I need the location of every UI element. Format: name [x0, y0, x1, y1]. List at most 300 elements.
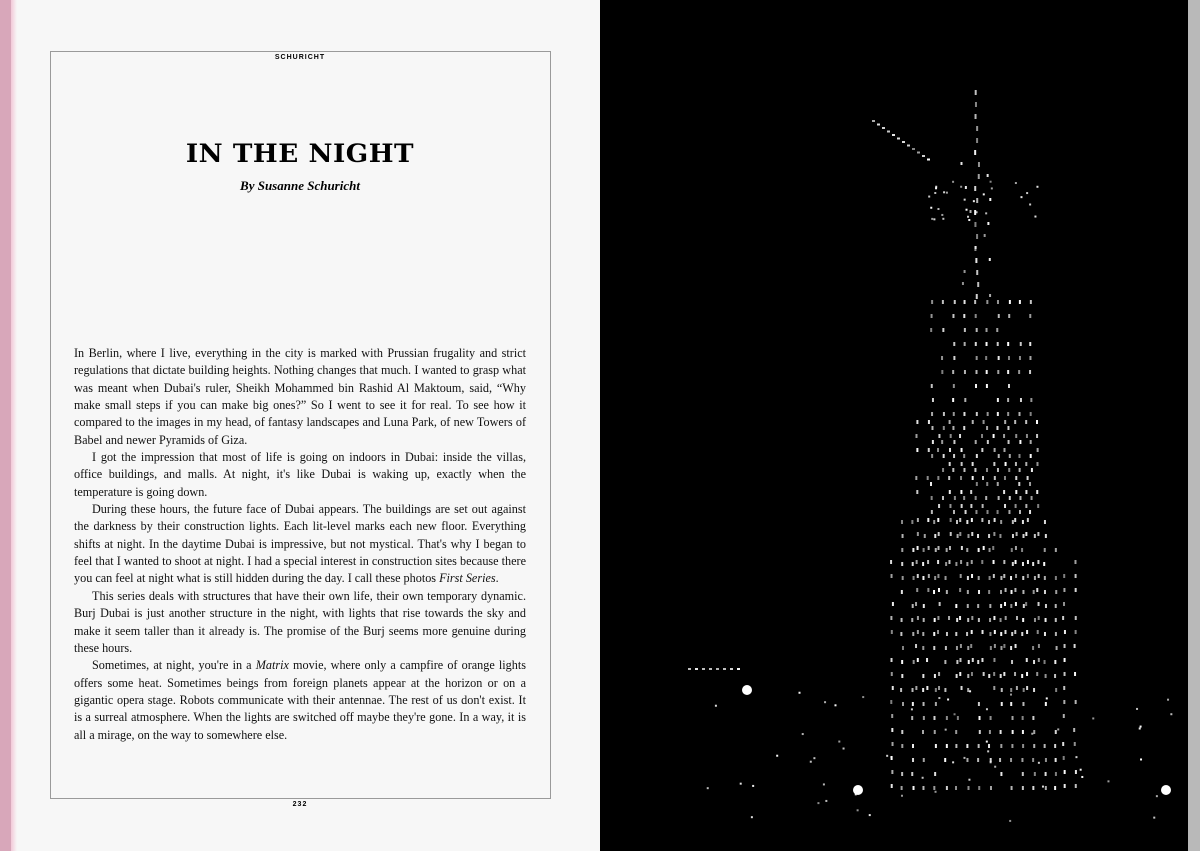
light-dot: [960, 490, 962, 494]
light-dot: [959, 518, 961, 522]
light-dot: [1045, 772, 1047, 776]
light-dot: [971, 672, 973, 676]
light-dot: [966, 548, 968, 552]
light-dot: [1015, 434, 1017, 438]
glare-light: [742, 685, 752, 695]
light-dot: [955, 632, 957, 636]
light-dot: [702, 668, 705, 670]
light-dot: [1045, 604, 1047, 608]
light-dot: [946, 744, 948, 748]
light-dot: [1033, 590, 1035, 594]
light-dot: [931, 314, 933, 318]
light-dot: [942, 218, 944, 220]
page-number: [0, 793, 600, 811]
light-dot: [943, 426, 945, 430]
light-dot: [941, 214, 943, 216]
light-dot: [931, 454, 933, 458]
light-dot: [954, 300, 956, 304]
light-dot: [935, 187, 937, 189]
light-dot: [1034, 772, 1036, 776]
light-dot: [987, 440, 989, 444]
light-dot: [974, 150, 976, 155]
light-dot: [945, 562, 947, 566]
light-dot: [950, 518, 952, 522]
light-dot: [967, 674, 969, 678]
light-dot: [1009, 820, 1011, 822]
light-dot: [988, 534, 990, 538]
light-dot: [1075, 770, 1077, 774]
light-dot: [907, 145, 910, 147]
light-dot: [1010, 702, 1012, 706]
light-dot: [986, 370, 988, 374]
light-dot: [1075, 630, 1077, 634]
light-dot: [1026, 630, 1028, 634]
light-dot: [931, 300, 933, 304]
light-dot: [927, 476, 929, 480]
light-dot: [963, 426, 965, 430]
page-edge-pink: [0, 0, 11, 851]
light-dot: [1000, 730, 1002, 734]
light-dot: [931, 412, 933, 416]
light-dot: [922, 155, 925, 157]
light-dot: [1000, 618, 1002, 622]
light-dot: [963, 314, 965, 318]
light-dot: [970, 504, 972, 508]
light-dot: [955, 744, 957, 748]
light-dot: [938, 532, 940, 536]
light-dot: [959, 434, 961, 438]
light-dot: [975, 114, 977, 119]
light-dot: [922, 562, 924, 566]
light-dot: [1036, 490, 1038, 494]
light-dot: [978, 786, 980, 790]
light-dot: [993, 462, 995, 466]
light-dot: [1029, 314, 1031, 318]
light-dot: [887, 131, 890, 133]
light-dot: [991, 187, 993, 189]
light-dot: [1027, 560, 1029, 564]
light-dot: [802, 733, 804, 735]
light-dot: [1009, 454, 1011, 458]
light-dot: [928, 196, 930, 198]
light-dot: [941, 370, 943, 374]
light-dot: [938, 672, 940, 676]
light-dot: [891, 672, 893, 676]
light-dot: [927, 560, 929, 564]
light-dot: [1011, 786, 1013, 790]
light-dot: [891, 770, 893, 774]
light-dot: [891, 630, 893, 634]
light-dot: [971, 532, 973, 536]
light-dot: [1008, 384, 1010, 388]
light-dot: [975, 440, 977, 444]
light-dot: [1167, 699, 1169, 701]
light-dot: [1025, 532, 1027, 536]
light-dot: [1010, 646, 1012, 650]
light-dot: [843, 748, 845, 750]
light-dot: [953, 342, 955, 346]
light-dot: [730, 668, 733, 670]
light-dot: [1044, 590, 1046, 594]
light-dot: [966, 520, 968, 524]
light-dot: [1005, 462, 1007, 466]
light-dot: [997, 468, 999, 472]
light-dot: [977, 534, 979, 538]
light-dot: [960, 644, 962, 648]
light-dot: [955, 786, 957, 790]
light-dot: [911, 708, 913, 710]
light-dot: [964, 199, 966, 201]
light-dot: [1055, 688, 1057, 692]
light-dot: [1038, 616, 1040, 620]
light-dot: [1023, 688, 1025, 692]
light-dot: [967, 604, 969, 608]
light-dot: [982, 476, 984, 480]
light-dot: [1000, 632, 1002, 636]
light-dot: [1038, 574, 1040, 578]
light-dot: [1027, 476, 1029, 480]
light-dot: [1045, 534, 1047, 538]
light-dot: [973, 200, 975, 202]
glare-light: [853, 785, 863, 795]
light-dot: [976, 270, 978, 275]
light-dot: [1075, 616, 1077, 620]
light-dot: [1064, 784, 1066, 788]
light-dot: [1055, 618, 1057, 622]
light-dot: [978, 548, 980, 552]
light-dot: [963, 468, 965, 472]
light-dot: [1010, 688, 1012, 692]
light-dot: [1015, 560, 1017, 564]
light-dot: [901, 795, 903, 797]
light-dot: [966, 209, 968, 211]
light-dot: [688, 668, 691, 670]
light-dot: [1011, 548, 1013, 552]
light-dot: [922, 786, 924, 790]
light-dot: [1064, 630, 1066, 634]
light-dot: [926, 686, 928, 690]
light-dot: [944, 688, 946, 692]
light-dot: [942, 496, 944, 500]
light-dot: [1022, 520, 1024, 524]
light-dot: [961, 462, 963, 466]
light-dot: [1036, 186, 1038, 188]
light-dot: [976, 211, 978, 213]
light-dot: [1030, 440, 1032, 444]
light-dot: [989, 258, 991, 261]
light-dot: [916, 448, 918, 452]
light-dot: [1007, 342, 1009, 346]
running-head: [0, 46, 600, 64]
light-dot: [1034, 534, 1036, 538]
light-dot: [959, 658, 961, 662]
light-dot: [1005, 616, 1007, 620]
light-dot: [992, 546, 994, 550]
light-dot: [901, 730, 903, 734]
light-dot: [961, 546, 963, 550]
light-dot: [964, 328, 966, 332]
light-dot: [1022, 730, 1024, 734]
light-dot: [993, 434, 995, 438]
light-dot: [950, 532, 952, 536]
light-dot: [961, 448, 963, 452]
light-dot: [1022, 618, 1024, 622]
light-dot: [1046, 697, 1048, 699]
light-dot: [978, 702, 980, 706]
light-dot: [825, 800, 827, 802]
light-dot: [945, 729, 947, 731]
light-dot: [913, 660, 915, 664]
light-dot: [1055, 772, 1057, 776]
light-dot: [967, 590, 969, 594]
light-dot: [994, 766, 996, 768]
light-dot: [1107, 780, 1109, 782]
light-dot: [1032, 716, 1034, 720]
light-dot: [1000, 646, 1002, 650]
light-dot: [1011, 590, 1013, 594]
light-dot: [957, 534, 959, 538]
light-dot: [986, 741, 988, 743]
light-dot: [1029, 510, 1031, 514]
paragraph: Sometimes, at night, you're in a Matrix movie, where only a campfire of orange lights offers some heat. Sometimes beings from foreign planets appear at the horizon or on a gigantic opera stage. Robots communicate with their antennae. The rest of us don't exist. It is a surreal atmosphere. When the lights are switched off maybe they're gone. In a way, it is all a mirage, on the way to somewhere else.: [74, 658, 526, 742]
light-dot: [917, 616, 919, 620]
light-dot: [975, 102, 977, 107]
light-dot: [1000, 576, 1002, 580]
light-dot: [928, 420, 930, 424]
light-dot: [872, 120, 875, 122]
light-dot: [1018, 370, 1020, 374]
light-dot: [1025, 420, 1027, 424]
light-dot: [976, 198, 978, 203]
light-dot: [959, 588, 961, 592]
light-dot: [994, 644, 996, 648]
light-dot: [1010, 694, 1012, 696]
light-dot: [938, 546, 940, 550]
light-dot: [912, 632, 914, 636]
light-dot: [890, 616, 892, 620]
light-dot: [963, 496, 965, 500]
light-dot: [934, 674, 936, 678]
light-dot: [917, 532, 919, 536]
light-dot: [1026, 658, 1028, 662]
light-dot: [997, 482, 999, 486]
light-dot: [923, 604, 925, 608]
light-dot: [1025, 490, 1027, 494]
light-dot: [922, 777, 924, 779]
light-dot: [1074, 560, 1076, 564]
light-dot: [923, 758, 925, 762]
light-dot: [971, 574, 973, 578]
light-dot: [945, 646, 947, 650]
light-dot: [1063, 588, 1065, 592]
light-dot: [952, 761, 954, 763]
light-dot: [1034, 576, 1036, 580]
light-dot: [986, 300, 988, 304]
light-dot: [985, 356, 987, 360]
light-dot: [978, 174, 980, 179]
light-dot: [989, 576, 991, 580]
light-dot: [892, 602, 894, 606]
light-dot: [986, 342, 988, 346]
light-dot: [983, 546, 985, 550]
light-dot: [916, 560, 918, 564]
light-dot: [975, 314, 977, 318]
light-dot: [1022, 786, 1024, 790]
light-dot: [967, 688, 969, 692]
light-dot: [1033, 688, 1035, 692]
light-dot: [1004, 602, 1006, 606]
light-dot: [1075, 756, 1077, 758]
light-dot: [923, 618, 925, 622]
light-dot: [1074, 742, 1076, 746]
light-dot: [930, 207, 932, 209]
light-dot: [1015, 490, 1017, 494]
light-dot: [926, 658, 928, 662]
light-dot: [975, 246, 977, 249]
light-dot: [1022, 744, 1024, 748]
light-dot: [974, 468, 976, 472]
light-dot: [932, 398, 934, 402]
light-dot: [917, 546, 919, 550]
light-dot: [935, 702, 937, 706]
light-dot: [915, 476, 917, 480]
light-dot: [1140, 758, 1142, 760]
light-dot: [971, 630, 973, 634]
light-dot: [1038, 644, 1040, 648]
light-dot: [972, 658, 974, 662]
light-dot: [1064, 644, 1066, 648]
light-dot: [983, 420, 985, 424]
light-dot: [882, 127, 885, 129]
light-dot: [997, 412, 999, 416]
light-dot: [935, 688, 937, 692]
light-dot: [1010, 758, 1012, 762]
light-dot: [975, 90, 977, 95]
light-dot: [912, 548, 914, 552]
light-dot: [975, 384, 977, 388]
light-dot: [915, 644, 917, 648]
light-dot: [946, 716, 948, 720]
light-dot: [891, 784, 893, 788]
light-dot: [984, 234, 986, 237]
light-dot: [961, 504, 963, 508]
light-dot: [953, 440, 955, 444]
light-dot: [937, 476, 939, 480]
light-dot: [938, 686, 940, 690]
light-dot: [967, 576, 969, 580]
light-dot: [1073, 728, 1075, 732]
light-dot: [930, 328, 932, 332]
light-dot: [981, 518, 983, 522]
light-dot: [1003, 560, 1005, 564]
light-dot: [1045, 758, 1047, 762]
light-dot: [988, 590, 990, 594]
light-dot: [1044, 576, 1046, 580]
light-dot: [972, 476, 974, 480]
light-dot: [949, 546, 951, 550]
light-dot: [1038, 602, 1040, 606]
light-dot: [1000, 520, 1002, 524]
light-dot: [998, 496, 1000, 500]
light-dot: [1004, 630, 1006, 634]
light-dot: [985, 212, 987, 214]
light-dot: [1055, 576, 1057, 580]
light-dot: [976, 126, 978, 131]
light-dot: [1010, 604, 1012, 608]
paragraph: This series deals with structures that have their own life, their own temporary dynamic. Burj Dubai is just another structure in the night, with lights that rise towards the sky and make it seem taller than it already is. The promise of the Burj seems more genuine during these hours.: [74, 588, 526, 655]
light-dot: [1011, 744, 1013, 748]
light-dot: [869, 814, 871, 816]
light-dot: [1027, 518, 1029, 522]
light-dot: [1092, 717, 1094, 719]
light-dot: [993, 658, 995, 662]
light-dot: [1055, 632, 1057, 636]
light-dot: [955, 604, 957, 608]
light-dot: [959, 532, 961, 536]
light-dot: [922, 576, 924, 580]
light-dot: [1019, 496, 1021, 500]
light-dot: [964, 300, 966, 304]
light-dot: [942, 328, 944, 332]
light-dot: [931, 384, 933, 388]
light-dot: [1008, 468, 1010, 472]
light-dot: [1012, 534, 1014, 538]
light-dot: [947, 698, 949, 700]
light-dot: [912, 744, 914, 748]
light-dot: [938, 504, 940, 508]
light-dot: [928, 448, 930, 452]
light-dot: [1004, 476, 1006, 480]
light-dot: [968, 660, 970, 664]
paragraph: During these hours, the future face of Dubai appears. The buildings are set out against the darkness by their construction lights. Each lit-level marks each new floor. Everything shifts at night. In the daytime Dubai is impressive, but not mystical. That's why I began to feel that I wanted to shoot at night. I had a special interest in construction sites because there you can feel at night what is still hidden during the day. I call these photos First Series.: [74, 502, 526, 586]
light-dot: [966, 562, 968, 566]
light-dot: [1036, 420, 1038, 424]
light-dot: [1030, 412, 1032, 416]
light-dot: [949, 504, 951, 508]
light-dot: [902, 141, 905, 143]
light-dot: [933, 520, 935, 524]
light-dot: [942, 468, 944, 472]
light-dot: [989, 294, 991, 297]
light-dot: [1018, 454, 1020, 458]
light-dot: [952, 398, 954, 402]
light-dot: [890, 560, 892, 564]
light-dot: [967, 534, 969, 538]
light-dot: [990, 646, 992, 650]
light-dot: [946, 632, 948, 636]
light-dot: [911, 618, 913, 622]
light-dot: [938, 697, 940, 699]
light-dot: [901, 618, 903, 622]
light-dot: [994, 476, 996, 480]
light-dot: [987, 412, 989, 416]
light-dot: [1029, 482, 1031, 486]
light-dot: [897, 138, 900, 140]
light-dot: [892, 742, 894, 746]
light-dot: [911, 716, 913, 720]
light-dot: [695, 668, 698, 670]
light-dot: [1029, 356, 1031, 360]
light-dot: [1081, 776, 1083, 778]
light-dot: [1032, 758, 1034, 762]
light-dot: [1036, 588, 1038, 592]
light-dot: [968, 779, 970, 781]
light-dot: [922, 730, 924, 734]
light-dot: [891, 658, 893, 662]
light-dot: [1055, 758, 1057, 762]
light-dot: [1008, 510, 1010, 514]
light-dot: [1043, 562, 1045, 566]
